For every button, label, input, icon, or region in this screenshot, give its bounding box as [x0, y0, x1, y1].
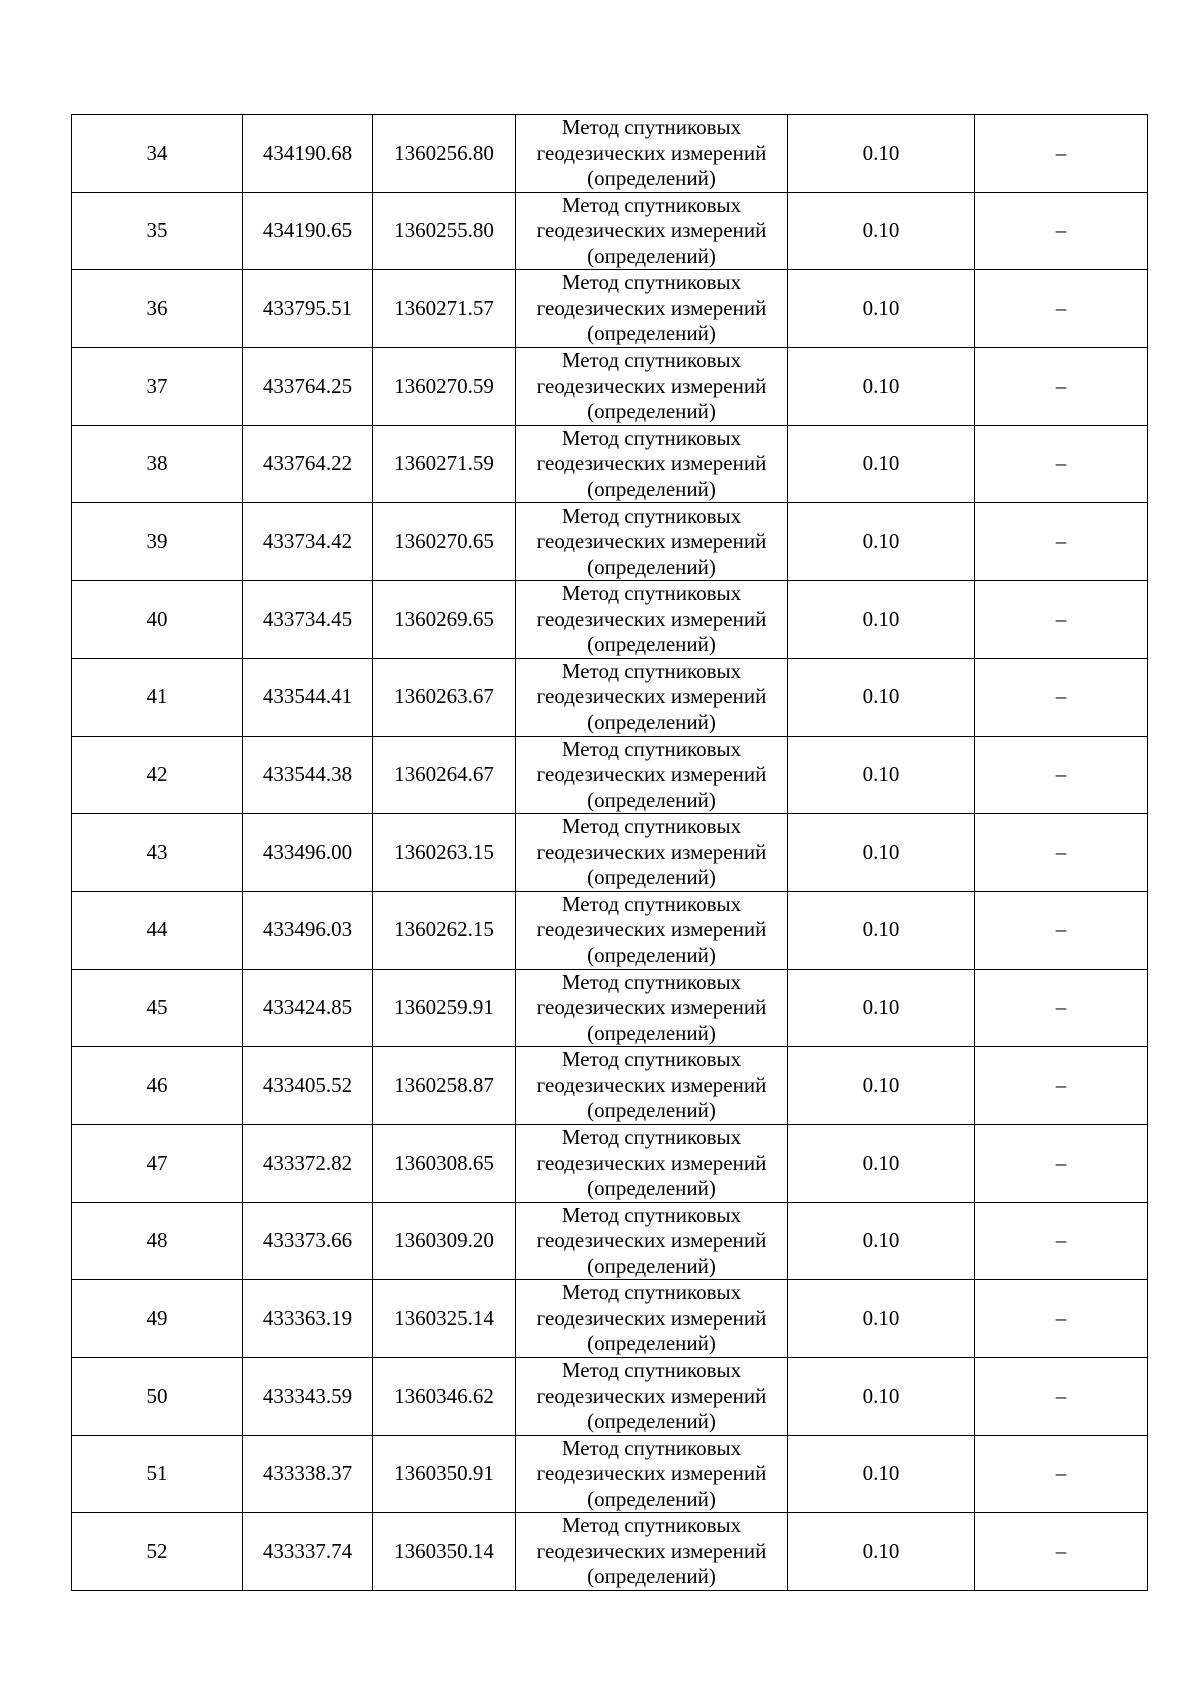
x-coordinate-cell: 433405.52: [243, 1047, 373, 1125]
y-coordinate-cell: 1360256.80: [373, 115, 516, 193]
method-line: Метод спутниковых: [561, 115, 742, 140]
x-coordinate-cell: 433734.42: [243, 503, 373, 581]
x-coordinate-cell: 433424.85: [243, 969, 373, 1047]
y-coordinate-cell: 1360309.20: [373, 1202, 516, 1280]
x-coordinate-cell: 434190.65: [243, 192, 373, 270]
y-coordinate-cell: 1360270.59: [373, 348, 516, 426]
y-coordinate-cell: 1360271.57: [373, 270, 516, 348]
table-row: [72, 1047, 1148, 1125]
accuracy-cell: 0.10: [788, 814, 975, 892]
method-line: (определений): [587, 166, 716, 191]
table-row: [72, 1280, 1148, 1358]
table-row: [72, 115, 1148, 193]
x-coordinate-cell: 433544.38: [243, 736, 373, 814]
point-number-cell: 52: [72, 1513, 243, 1591]
method-cell: [516, 270, 788, 348]
table-row: [72, 1124, 1148, 1202]
accuracy-cell: 0.10: [788, 1358, 975, 1436]
method-line: геодезических измерений: [536, 684, 767, 709]
accuracy-cell: 0.10: [788, 115, 975, 193]
y-coordinate-cell: 1360263.15: [373, 814, 516, 892]
method-line: Метод спутниковых: [561, 1435, 742, 1460]
method-line: геодезических измерений: [536, 451, 767, 476]
accuracy-cell: 0.10: [788, 1435, 975, 1513]
table-row: [72, 814, 1148, 892]
y-coordinate-cell: 1360262.15: [373, 891, 516, 969]
note-cell: –: [975, 503, 1148, 581]
method-cell: [516, 1358, 788, 1436]
point-number-cell: 35: [72, 192, 243, 270]
point-number-cell: 37: [72, 348, 243, 426]
method-line: (определений): [587, 787, 716, 812]
note-cell: –: [975, 192, 1148, 270]
table-row: [72, 1513, 1148, 1591]
x-coordinate-cell: 433496.00: [243, 814, 373, 892]
method-line: (определений): [587, 632, 716, 657]
x-coordinate-cell: 434190.68: [243, 115, 373, 193]
method-line: геодезических измерений: [536, 373, 767, 398]
accuracy-cell: 0.10: [788, 969, 975, 1047]
y-coordinate-cell: 1360350.91: [373, 1435, 516, 1513]
note-cell: –: [975, 1435, 1148, 1513]
y-coordinate-cell: 1360258.87: [373, 1047, 516, 1125]
method-cell: [516, 192, 788, 270]
method-cell: [516, 1435, 788, 1513]
coordinates-table: [71, 114, 1148, 1591]
method-line: (определений): [587, 942, 716, 967]
method-line: (определений): [587, 1486, 716, 1511]
method-cell: [516, 1202, 788, 1280]
method-line: геодезических измерений: [536, 1383, 767, 1408]
method-line: геодезических измерений: [536, 1072, 767, 1097]
method-line: (определений): [587, 554, 716, 579]
y-coordinate-cell: 1360264.67: [373, 736, 516, 814]
method-cell: [516, 736, 788, 814]
method-line: Метод спутниковых: [561, 969, 742, 994]
accuracy-cell: 0.10: [788, 1280, 975, 1358]
table-row: [72, 736, 1148, 814]
x-coordinate-cell: 433764.25: [243, 348, 373, 426]
method-line: (определений): [587, 321, 716, 346]
method-line: Метод спутниковых: [561, 581, 742, 606]
method-line: геодезических измерений: [536, 1461, 767, 1486]
method-cell: [516, 1280, 788, 1358]
table-row: [72, 425, 1148, 503]
note-cell: –: [975, 1124, 1148, 1202]
method-line: (определений): [587, 1020, 716, 1045]
method-cell: [516, 1124, 788, 1202]
accuracy-cell: 0.10: [788, 348, 975, 426]
method-line: Метод спутниковых: [561, 348, 742, 373]
method-line: Метод спутниковых: [561, 658, 742, 683]
table-row: [72, 270, 1148, 348]
note-cell: –: [975, 814, 1148, 892]
y-coordinate-cell: 1360350.14: [373, 1513, 516, 1591]
table-row: [72, 503, 1148, 581]
point-number-cell: 46: [72, 1047, 243, 1125]
accuracy-cell: 0.10: [788, 192, 975, 270]
accuracy-cell: 0.10: [788, 658, 975, 736]
method-line: Метод спутниковых: [561, 1202, 742, 1227]
method-line: (определений): [587, 1409, 716, 1434]
accuracy-cell: 0.10: [788, 503, 975, 581]
method-line: Метод спутниковых: [561, 1125, 742, 1150]
method-cell: [516, 1513, 788, 1591]
point-number-cell: 43: [72, 814, 243, 892]
y-coordinate-cell: 1360271.59: [373, 425, 516, 503]
note-cell: –: [975, 736, 1148, 814]
point-number-cell: 47: [72, 1124, 243, 1202]
method-line: геодезических измерений: [536, 1538, 767, 1563]
method-line: Метод спутниковых: [561, 736, 742, 761]
method-cell: [516, 348, 788, 426]
y-coordinate-cell: 1360346.62: [373, 1358, 516, 1436]
point-number-cell: 51: [72, 1435, 243, 1513]
method-line: Метод спутниковых: [561, 503, 742, 528]
method-line: (определений): [587, 1564, 716, 1589]
note-cell: –: [975, 1358, 1148, 1436]
accuracy-cell: 0.10: [788, 581, 975, 659]
method-line: (определений): [587, 1331, 716, 1356]
point-number-cell: 45: [72, 969, 243, 1047]
point-number-cell: 44: [72, 891, 243, 969]
method-line: геодезических измерений: [536, 995, 767, 1020]
y-coordinate-cell: 1360255.80: [373, 192, 516, 270]
method-line: (определений): [587, 1253, 716, 1278]
method-line: Метод спутниковых: [561, 192, 742, 217]
table-row: [72, 348, 1148, 426]
method-line: геодезических измерений: [536, 529, 767, 554]
accuracy-cell: 0.10: [788, 736, 975, 814]
table-row: [72, 1202, 1148, 1280]
point-number-cell: 50: [72, 1358, 243, 1436]
accuracy-cell: 0.10: [788, 1124, 975, 1202]
accuracy-cell: 0.10: [788, 1513, 975, 1591]
y-coordinate-cell: 1360259.91: [373, 969, 516, 1047]
method-line: (определений): [587, 709, 716, 734]
table-row: [72, 192, 1148, 270]
table-row: [72, 969, 1148, 1047]
note-cell: –: [975, 1202, 1148, 1280]
method-line: Метод спутниковых: [561, 425, 742, 450]
note-cell: –: [975, 1280, 1148, 1358]
method-line: Метод спутниковых: [561, 1047, 742, 1072]
note-cell: –: [975, 425, 1148, 503]
y-coordinate-cell: 1360269.65: [373, 581, 516, 659]
accuracy-cell: 0.10: [788, 1047, 975, 1125]
y-coordinate-cell: 1360325.14: [373, 1280, 516, 1358]
note-cell: –: [975, 1047, 1148, 1125]
method-line: (определений): [587, 1176, 716, 1201]
method-line: (определений): [587, 865, 716, 890]
x-coordinate-cell: 433343.59: [243, 1358, 373, 1436]
method-cell: [516, 425, 788, 503]
method-cell: [516, 891, 788, 969]
x-coordinate-cell: 433764.22: [243, 425, 373, 503]
table-row: [72, 658, 1148, 736]
table-row: [72, 1435, 1148, 1513]
method-cell: [516, 969, 788, 1047]
method-line: геодезических измерений: [536, 606, 767, 631]
table-body: [72, 115, 1148, 1591]
method-line: Метод спутниковых: [561, 891, 742, 916]
method-cell: [516, 1047, 788, 1125]
x-coordinate-cell: 433795.51: [243, 270, 373, 348]
method-line: геодезических измерений: [536, 917, 767, 942]
point-number-cell: 40: [72, 581, 243, 659]
table-row: [72, 1358, 1148, 1436]
x-coordinate-cell: 433372.82: [243, 1124, 373, 1202]
note-cell: –: [975, 658, 1148, 736]
method-cell: [516, 115, 788, 193]
x-coordinate-cell: 433734.45: [243, 581, 373, 659]
method-line: Метод спутниковых: [561, 1280, 742, 1305]
x-coordinate-cell: 433338.37: [243, 1435, 373, 1513]
note-cell: –: [975, 115, 1148, 193]
note-cell: –: [975, 270, 1148, 348]
y-coordinate-cell: 1360263.67: [373, 658, 516, 736]
method-cell: [516, 658, 788, 736]
note-cell: –: [975, 348, 1148, 426]
method-line: геодезических измерений: [536, 218, 767, 243]
y-coordinate-cell: 1360270.65: [373, 503, 516, 581]
point-number-cell: 41: [72, 658, 243, 736]
method-line: геодезических измерений: [536, 762, 767, 787]
x-coordinate-cell: 433373.66: [243, 1202, 373, 1280]
method-line: Метод спутниковых: [561, 814, 742, 839]
method-line: Метод спутниковых: [561, 270, 742, 295]
method-line: геодезических измерений: [536, 1150, 767, 1175]
note-cell: –: [975, 581, 1148, 659]
method-cell: [516, 581, 788, 659]
note-cell: –: [975, 969, 1148, 1047]
accuracy-cell: 0.10: [788, 891, 975, 969]
method-line: геодезических измерений: [536, 1228, 767, 1253]
point-number-cell: 48: [72, 1202, 243, 1280]
method-line: геодезических измерений: [536, 839, 767, 864]
method-line: Метод спутниковых: [561, 1358, 742, 1383]
point-number-cell: 36: [72, 270, 243, 348]
accuracy-cell: 0.10: [788, 1202, 975, 1280]
method-line: Метод спутниковых: [561, 1513, 742, 1538]
x-coordinate-cell: 433544.41: [243, 658, 373, 736]
note-cell: –: [975, 1513, 1148, 1591]
method-cell: [516, 503, 788, 581]
accuracy-cell: 0.10: [788, 270, 975, 348]
accuracy-cell: 0.10: [788, 425, 975, 503]
x-coordinate-cell: 433337.74: [243, 1513, 373, 1591]
point-number-cell: 34: [72, 115, 243, 193]
method-cell: [516, 814, 788, 892]
x-coordinate-cell: 433363.19: [243, 1280, 373, 1358]
method-line: (определений): [587, 1098, 716, 1123]
method-line: геодезических измерений: [536, 1305, 767, 1330]
method-line: геодезических измерений: [536, 295, 767, 320]
table-row: [72, 581, 1148, 659]
method-line: (определений): [587, 243, 716, 268]
method-line: геодезических измерений: [536, 140, 767, 165]
method-line: (определений): [587, 399, 716, 424]
point-number-cell: 38: [72, 425, 243, 503]
y-coordinate-cell: 1360308.65: [373, 1124, 516, 1202]
note-cell: –: [975, 891, 1148, 969]
x-coordinate-cell: 433496.03: [243, 891, 373, 969]
point-number-cell: 39: [72, 503, 243, 581]
point-number-cell: 42: [72, 736, 243, 814]
method-line: (определений): [587, 476, 716, 501]
point-number-cell: 49: [72, 1280, 243, 1358]
table-row: [72, 891, 1148, 969]
